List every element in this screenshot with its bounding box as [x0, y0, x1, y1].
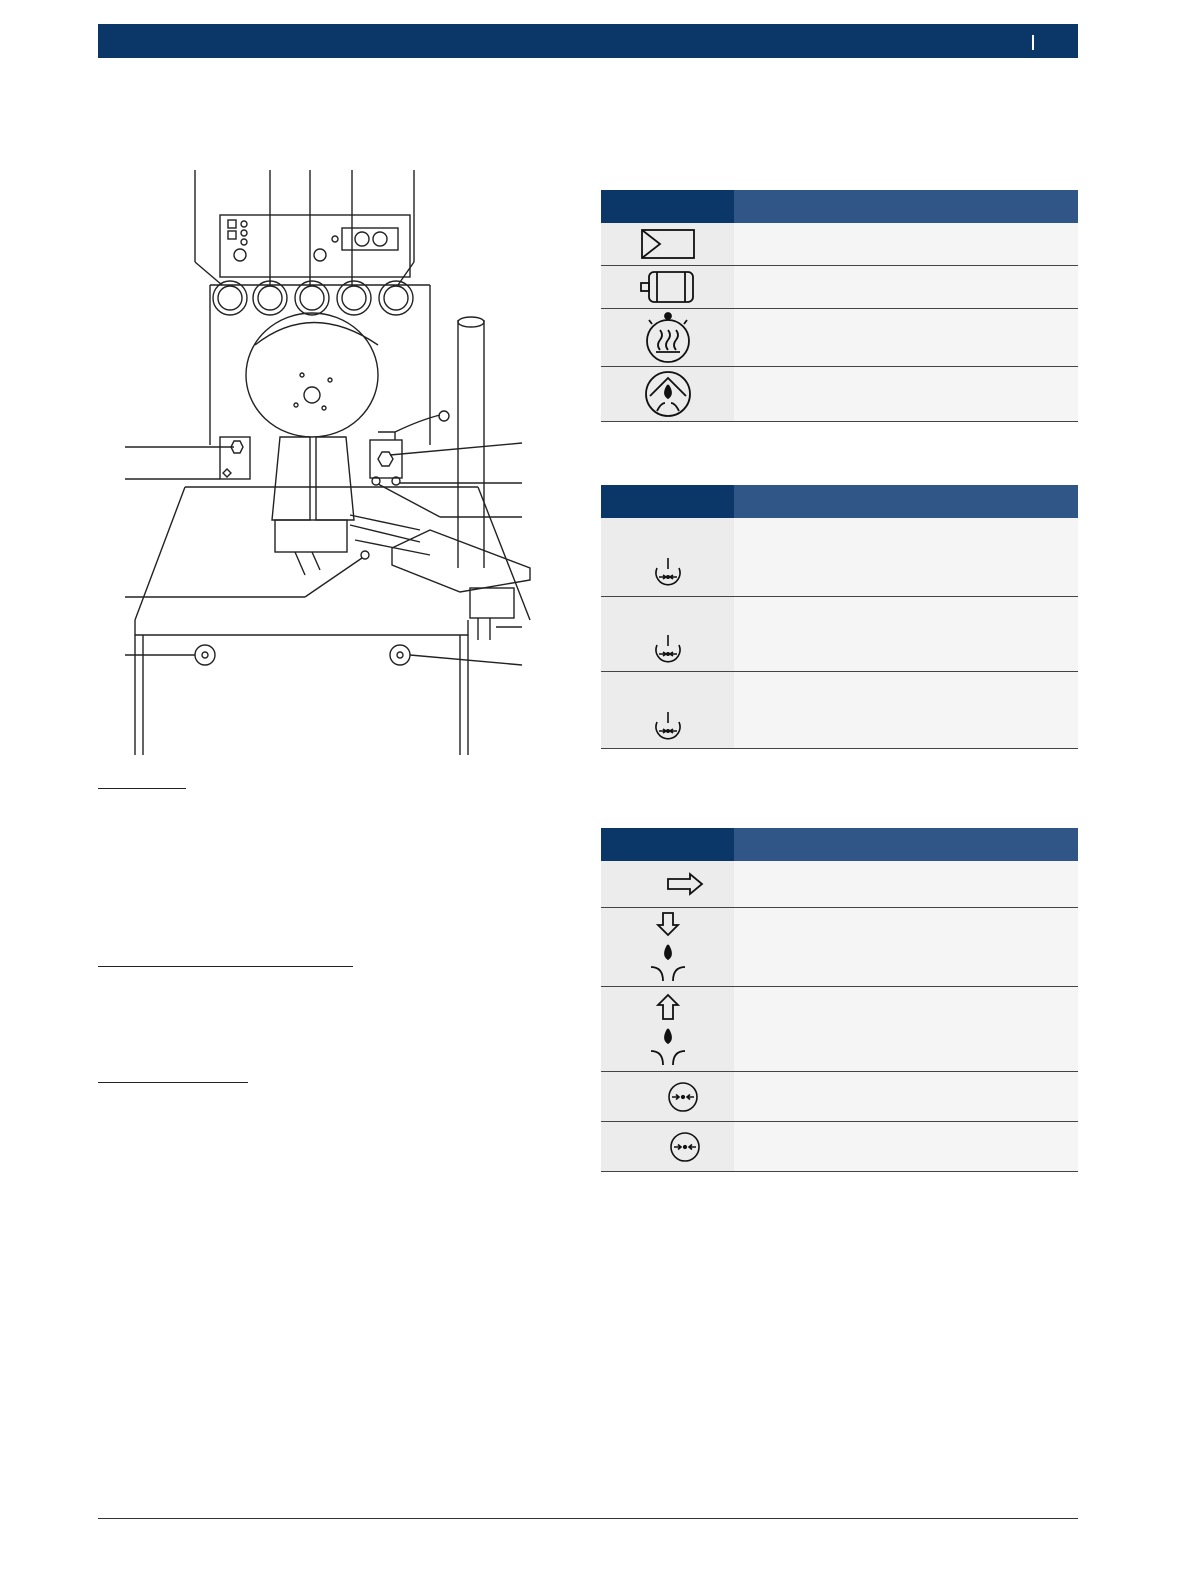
- header-bar: [98, 24, 1078, 58]
- table-header: [601, 190, 1078, 223]
- table-header: [601, 485, 1078, 518]
- table-row: [601, 1072, 1078, 1122]
- pressure-start-icon: [651, 556, 685, 590]
- table-row: [601, 908, 1078, 987]
- header-separator: [1032, 35, 1034, 50]
- knob-icon: [195, 645, 410, 665]
- pressure-start-icon: [651, 710, 685, 744]
- test-bench-figure: [120, 170, 540, 760]
- footer-rule: [98, 1518, 1078, 1519]
- heating-circle-icon: [643, 312, 693, 364]
- pressure-circle-icon: [668, 1130, 702, 1164]
- oil-drop-circle-icon: [643, 369, 693, 419]
- motor-icon: [639, 269, 697, 305]
- arrow-up-drop-icon: [647, 991, 689, 1067]
- table-row: [601, 672, 1078, 749]
- arrow-right-icon: [666, 872, 704, 896]
- pointer-box-icon: [640, 228, 696, 260]
- table-row: [601, 223, 1078, 266]
- table-row: [601, 1122, 1078, 1172]
- table-row: [601, 518, 1078, 597]
- pressure-start-icon: [651, 633, 685, 667]
- table-row: [601, 987, 1078, 1072]
- table-row: [601, 266, 1078, 309]
- heading-underline: [98, 1082, 248, 1083]
- pressure-circle-icon: [666, 1080, 700, 1114]
- table-row: [601, 861, 1078, 908]
- symbol-table-2: [601, 485, 1078, 749]
- arrow-down-drop-icon: [647, 911, 689, 983]
- table-row: [601, 597, 1078, 672]
- table-row: [601, 309, 1078, 367]
- table-row: [601, 367, 1078, 422]
- symbol-table-1: [601, 190, 1078, 422]
- callout-lines-right: [378, 443, 522, 665]
- heading-underline: [98, 788, 186, 789]
- symbol-table-3: [601, 828, 1078, 1172]
- flywheel-icon: [246, 313, 378, 437]
- table-header: [601, 828, 1078, 861]
- gauge-icon: [213, 281, 413, 315]
- heading-underline: [98, 966, 353, 967]
